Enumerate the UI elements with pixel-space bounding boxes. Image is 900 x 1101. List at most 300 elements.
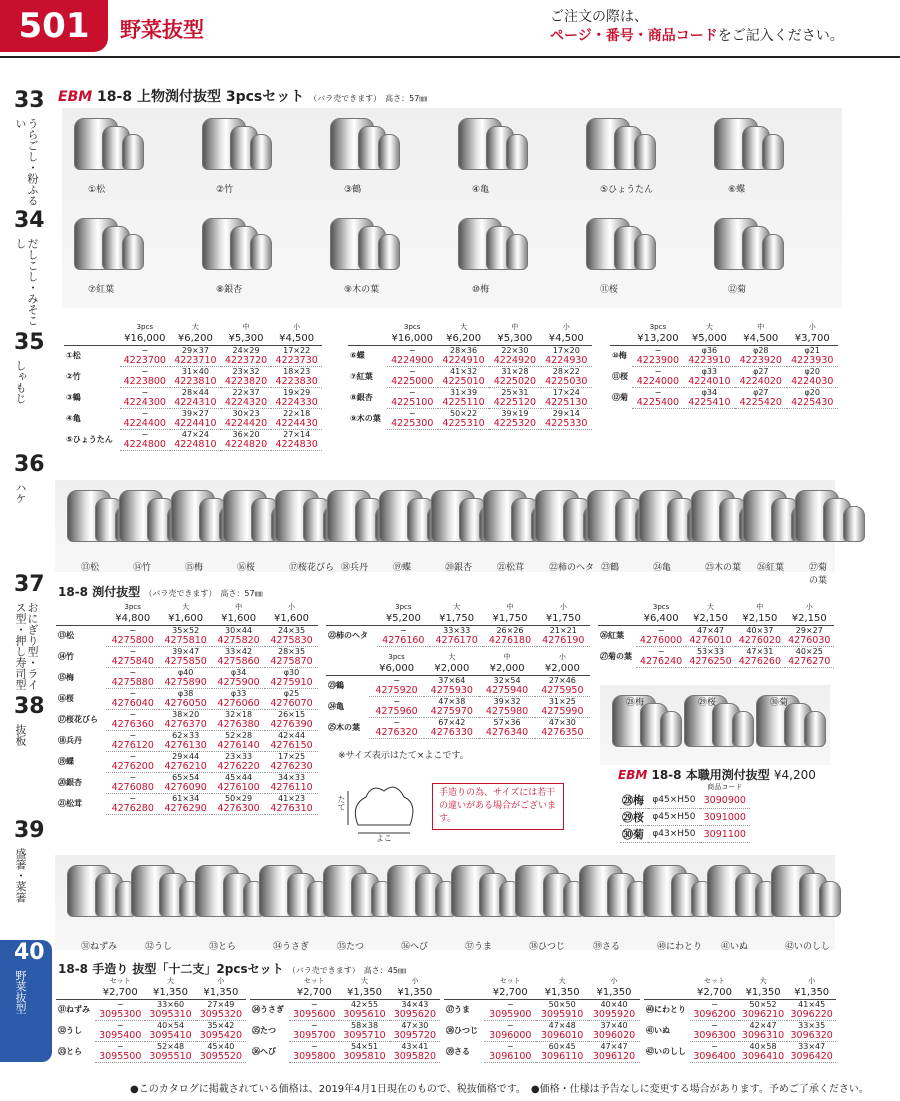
size-row: [644, 1041, 836, 1051]
size-row: [250, 1020, 440, 1030]
price-row: [326, 662, 590, 675]
size-cell: 40×58: [749, 1041, 777, 1051]
size-row: [56, 751, 318, 761]
size-row: [610, 387, 838, 397]
price-row: [644, 986, 836, 999]
brand-ebm-2: EBM: [618, 768, 648, 782]
table-corner: [64, 332, 120, 345]
sidebar-number: 38: [14, 694, 45, 719]
sidebar-number: 39: [14, 818, 45, 843]
price-cell: ¥1,350: [588, 986, 640, 999]
code-cell: 4224410: [170, 418, 221, 430]
size-cell: 42×55: [351, 999, 379, 1009]
code-cell: 4224910: [438, 355, 489, 367]
sidebar-item-33: [0, 88, 52, 206]
size-cell: −: [393, 696, 400, 706]
table-head-cell: 大: [448, 653, 456, 661]
photo-caption: ㉒柿のヘタ: [549, 563, 595, 573]
code-cell: 4276170: [430, 635, 483, 647]
size-cell: −: [654, 345, 662, 355]
size-cell: 41×45: [798, 999, 826, 1009]
size-cell: 39×19: [501, 408, 529, 418]
size-cell: 38×20: [172, 709, 200, 719]
code-cell: 4276360: [106, 719, 159, 731]
cutter-shape: [506, 234, 528, 270]
price-row: [610, 332, 838, 345]
size-row: [56, 793, 318, 803]
photo-caption: ⑳銀杏: [445, 563, 473, 573]
table-head-row: [250, 976, 440, 986]
size-cell: −: [657, 625, 665, 635]
item-name: ㉗菊の葉: [600, 652, 632, 661]
size-cell: 31×39: [450, 387, 478, 397]
size-row: [56, 730, 318, 740]
size-cell: 35×42: [207, 1020, 235, 1030]
cutter-shape: [506, 134, 528, 170]
table-head-cell: 中: [242, 323, 250, 331]
table-corner: [620, 782, 648, 792]
code-cell: 4224820: [221, 439, 272, 451]
table-corner: [250, 986, 289, 999]
code-cell: 4225300: [387, 418, 438, 430]
table-corner: [56, 602, 106, 612]
item-name: ⑲蝶: [58, 757, 74, 766]
sidebar-label: しゃもじ: [14, 360, 27, 404]
size-cell: 62×33: [172, 730, 200, 740]
photo-caption: ㉝とら: [209, 942, 237, 952]
cutter-shape: [634, 234, 656, 270]
size-cell: φ34: [701, 387, 718, 397]
size-cell: −: [129, 751, 137, 761]
table-corner: [56, 612, 106, 625]
photo-caption: ㊶いぬ: [721, 942, 749, 952]
price-cell: ¥5,300: [221, 332, 272, 345]
size-cell: −: [116, 1020, 124, 1030]
size-cell: −: [657, 646, 665, 656]
size-cell: 28×36: [450, 345, 478, 355]
size-cell: 41×32: [450, 366, 478, 376]
code-cell: 3095420: [196, 1030, 246, 1042]
table-head-row: [610, 322, 838, 332]
page-title: 野菜抜型: [120, 18, 204, 42]
size-row: [56, 999, 246, 1009]
code-row: [620, 809, 750, 826]
size-cell: −: [129, 667, 137, 677]
item-name: ㊲うま: [446, 1005, 470, 1015]
table-head-cell: 中: [756, 603, 764, 611]
size-cell: 31×40: [181, 366, 209, 376]
item-name: ⑰桜花びら: [58, 715, 98, 724]
sec4-table-1: [56, 976, 246, 1063]
photo-caption: ⑰桜花びら: [289, 563, 335, 573]
size-cell: 27×49: [207, 999, 235, 1009]
sidebar-number: 40: [14, 940, 45, 965]
item-name: ㊶いぬ: [646, 1026, 670, 1035]
code-cell: 4225330: [541, 418, 592, 430]
cutter-shape: [843, 506, 865, 542]
sec1-table-3: [610, 322, 838, 409]
cutter-shape: [762, 234, 784, 270]
code-cell: 3096110: [536, 1051, 588, 1063]
code-cell: 4276390: [265, 719, 318, 731]
page-number: 501: [0, 0, 108, 52]
sec2-table-3: [326, 652, 590, 739]
cutter-shape: [732, 711, 754, 747]
code-cell: 4275830: [265, 635, 318, 647]
size-cell: 40×25: [795, 646, 823, 656]
size-cell: 54×51: [351, 1041, 379, 1051]
size-row: [348, 345, 592, 355]
table-head-cell: 商品コード: [707, 783, 743, 791]
sec4-table-2: [250, 976, 440, 1063]
code-cell: 4223830: [271, 376, 322, 388]
table-head-cell: 大: [460, 323, 468, 331]
size-cell: φ30: [283, 667, 300, 677]
price-row: [444, 986, 640, 999]
size-row: [326, 717, 590, 727]
item-name: ②竹: [66, 372, 81, 381]
sidebar-number: 33: [14, 88, 45, 113]
size-row: [444, 999, 640, 1009]
table-corner: [648, 782, 699, 792]
size-cell: φ20: [804, 366, 820, 376]
section1-name: 18-8 上物渕付抜型 3pcsセット: [97, 89, 305, 105]
price-cell: ¥1,750: [483, 612, 536, 625]
code-cell: 3096400: [690, 1051, 739, 1063]
code-cell: 3095720: [390, 1030, 440, 1042]
sec4-table-4: [644, 976, 836, 1063]
sidebar-item-36: [0, 452, 52, 570]
size-cell: φ21: [804, 345, 820, 355]
code-cell: 4224030: [787, 376, 838, 388]
code-cell: 3096120: [588, 1051, 640, 1063]
sidebar-label: うらごし・粉ふるい: [14, 118, 39, 206]
table-head-row: [56, 602, 318, 612]
size-cell: 36×20: [232, 429, 260, 439]
size-cell: 29×37: [181, 345, 209, 355]
code-cell: 3095800: [289, 1051, 339, 1063]
size-cell: 24×35: [277, 625, 306, 635]
size-row: [56, 1041, 246, 1051]
photo-caption: ㉗菊の葉: [809, 563, 828, 586]
size-cell: φ27: [753, 387, 769, 397]
code-cell: 4223820: [221, 376, 272, 388]
price-cell: ¥1,350: [739, 986, 788, 999]
item-name: ④亀: [66, 414, 81, 423]
sidebar-item-40: [0, 940, 52, 1062]
price-cell: ¥6,400: [636, 612, 685, 625]
size-cell: 47×38: [438, 696, 466, 706]
price-row: [56, 986, 246, 999]
table-head-cell: 大: [191, 323, 199, 331]
size-row: [598, 625, 834, 635]
code-cell: 4224010: [684, 376, 735, 388]
code-cell: 4225030: [541, 376, 592, 388]
size-cell: −: [408, 387, 416, 397]
code-cell: 3095900: [484, 1009, 536, 1021]
size-cell: 32×18: [225, 709, 253, 719]
table-head-cell: 中: [503, 653, 511, 661]
size-cell: −: [654, 366, 662, 376]
footer-note: ●このカタログに掲載されている価格は、2019年4月1日現在のもので、税抜価格です。 ●価格・仕様は予告なしに変更する場合があります。予めご了承ください。: [130, 1084, 869, 1095]
photo-caption: ⑦紅葉: [88, 285, 115, 295]
size-row: [326, 625, 590, 635]
table-head-cell: 3pcs: [124, 603, 141, 611]
sidebar-item-34: [0, 208, 52, 326]
code-cell: 3095810: [339, 1051, 389, 1063]
size-cell: 67×42: [438, 717, 466, 727]
photo-caption: ㉚菊: [770, 698, 789, 708]
table-head-cell: 大: [361, 977, 369, 985]
photo-caption: ⑫菊: [728, 285, 747, 295]
size-cell: 17×20: [552, 345, 580, 355]
size-row: [348, 366, 592, 376]
code-cell: 3095300: [95, 1009, 145, 1021]
photo-caption: ⑪桜: [600, 285, 619, 295]
size-cell: 52×28: [225, 730, 253, 740]
sidebar-label: ハケ: [14, 482, 27, 504]
size-row: [610, 366, 838, 376]
size-cell: 27×46: [548, 675, 576, 685]
sec2-table-4: [598, 602, 834, 668]
section3-name: 18-8 本職用渕付抜型: [651, 768, 770, 782]
code-cell: 4223910: [684, 355, 735, 367]
price-cell: ¥2,000: [424, 662, 479, 675]
item-name: ⑥蝶: [350, 351, 365, 361]
code-cell: 4225410: [684, 397, 735, 409]
table-head-cell: 中: [235, 603, 243, 611]
item-name: ㉓鶴: [328, 681, 344, 691]
code-cell: 4276370: [159, 719, 212, 731]
code-cell: 4276140: [212, 740, 265, 752]
photo-caption: ⑮梅: [185, 563, 204, 573]
size-cell: −: [116, 1041, 124, 1051]
table-head-cell: 大: [167, 977, 175, 985]
photo-caption: ㊴さる: [593, 942, 621, 952]
table-head-cell: 小: [805, 603, 813, 611]
section4-note: （バラ売できます） 高さ：45㎜: [287, 966, 406, 975]
table-head-cell: 小: [808, 323, 816, 331]
table-head-row: [56, 976, 246, 986]
size-row: [598, 646, 834, 656]
item-name: ㉖紅葉: [600, 631, 624, 641]
item-name: ㊳ひつじ: [446, 1026, 478, 1035]
photo-caption: ㊲うま: [465, 942, 493, 952]
size-cell: −: [408, 366, 416, 376]
code-cell: 4224930: [541, 355, 592, 367]
table-head-row: [64, 322, 322, 332]
size-cell: 61×34: [172, 793, 200, 803]
photo-caption: ⑤ひょうたん: [600, 185, 654, 195]
section3-price: ¥4,200: [773, 768, 816, 782]
price-cell: ¥1,350: [145, 986, 195, 999]
order-note-red: ページ・番号・商品コード: [550, 28, 718, 44]
table-corner: [610, 322, 632, 332]
photo-caption: ㉜うし: [145, 942, 173, 952]
size-cell: 29×44: [172, 751, 200, 761]
table-head-cell: 3pcs: [388, 653, 405, 661]
section2-title: [58, 583, 263, 600]
code-cell: 4224800: [120, 439, 171, 451]
table-head-row: [620, 782, 750, 792]
photo-caption: ㉛ねずみ: [81, 942, 118, 952]
code-cell: 4276080: [106, 782, 159, 794]
code-cell: 4276040: [106, 698, 159, 710]
size-cell: 25×31: [501, 387, 529, 397]
code-cell: 4276290: [159, 803, 212, 815]
photo-caption: ㊱へび: [401, 942, 429, 952]
size-cell: −: [408, 345, 416, 355]
size-cell: 29×27: [795, 625, 823, 635]
price-cell: ¥2,150: [735, 612, 784, 625]
size-cell: −: [393, 717, 400, 727]
code-cell: 4276180: [483, 635, 536, 647]
item-name: ⑧銀杏: [350, 393, 373, 402]
sec2-table-2: [326, 602, 590, 647]
size-row: [444, 1020, 640, 1030]
sidebar-label: おにぎり型・ライス型・押し寿司型: [14, 602, 39, 690]
size-cell: 40×37: [746, 625, 774, 635]
code-cell: 3095320: [196, 1009, 246, 1021]
code-cell: 4224000: [632, 376, 683, 388]
item-name: ⑮梅: [58, 673, 74, 682]
table-head-cell: セット: [303, 977, 325, 985]
item-name: ㉕木の葉: [328, 723, 360, 732]
table-corner: [56, 986, 95, 999]
photo-caption: ㉘梅: [626, 698, 645, 708]
code-cell: 3095600: [289, 1009, 339, 1021]
size-cell: 47×30: [401, 1020, 429, 1030]
table-head-cell: 小: [559, 603, 567, 611]
code-cell: 4275820: [212, 635, 265, 647]
item-name: ㊱へび: [252, 1047, 276, 1056]
code-cell: 4224400: [120, 418, 171, 430]
photo-caption: ㉖紅葉: [757, 563, 785, 573]
size-cell: 27×14: [283, 429, 311, 439]
code-cell: 4276210: [159, 761, 212, 773]
code-cell: 4223930: [787, 355, 838, 367]
code-cell: 4276130: [159, 740, 212, 752]
table-corner: [348, 322, 387, 332]
code-cell: 4225310: [438, 418, 489, 430]
size-row: [56, 709, 318, 719]
section3-photo: [600, 685, 830, 765]
size-cell: −: [506, 1041, 514, 1051]
price-row: [250, 986, 440, 999]
size-cell: 58×38: [351, 1020, 379, 1030]
size-cell: 47×30: [548, 717, 576, 727]
price-cell: ¥2,700: [289, 986, 339, 999]
item-name: ㉝とら: [58, 1047, 82, 1056]
size-cell: φ33: [701, 366, 718, 376]
table-head-cell: 小: [411, 977, 419, 985]
size-cell: 17×25: [277, 751, 306, 761]
price-cell: ¥1,600: [159, 612, 212, 625]
table-head-cell: セット: [109, 977, 131, 985]
sidebar-number: 37: [14, 572, 45, 597]
size-row: [56, 772, 318, 782]
size-cell: 50×29: [225, 793, 253, 803]
code-cell: 4224430: [271, 418, 322, 430]
code-cell: 4275900: [212, 677, 265, 689]
photo-caption: ㊷いのしし: [785, 942, 831, 952]
price-cell: ¥2,150: [686, 612, 735, 625]
table-head-cell: 中: [757, 323, 765, 331]
size-cell: 26×26: [496, 625, 524, 635]
item-name: ③鶴: [66, 393, 81, 402]
code-cell: 4276330: [424, 727, 479, 739]
size-cell: −: [141, 345, 149, 355]
size-cell: −: [129, 625, 137, 635]
size-row: [64, 387, 322, 397]
code-cell: 3096010: [536, 1030, 588, 1042]
item-name: ⑪桜: [612, 372, 628, 381]
order-note-line1: ご注文の際は、: [550, 9, 648, 25]
code-cell: 3096220: [787, 1009, 836, 1021]
item-name: ㊷いのしし: [646, 1047, 686, 1056]
code-row: [610, 355, 838, 367]
photo-caption: ⑧銀杏: [216, 285, 243, 295]
code-row: [620, 826, 750, 843]
size-cell: 17×22: [283, 345, 311, 355]
table-head-cell: 大: [759, 977, 767, 985]
table-corner: [64, 322, 120, 332]
item-name: ⑦紅葉: [350, 372, 373, 381]
price-row: [326, 612, 590, 625]
code-cell: 4224310: [170, 397, 221, 409]
code-cell: 3096410: [739, 1051, 788, 1063]
sidebar-item-38: [0, 694, 52, 812]
header-rule: [0, 56, 900, 58]
size-cell: 21×21: [549, 625, 577, 635]
size-row: [64, 345, 322, 355]
code-cell: 4275920: [369, 685, 424, 697]
size-cell: 34×43: [401, 999, 429, 1009]
tate-label: たて: [337, 795, 346, 811]
table-head-row: [644, 976, 836, 986]
code-cell: 3095920: [588, 1009, 640, 1021]
code-cell: 4225110: [438, 397, 489, 409]
cutter-shape: [804, 711, 826, 747]
size-cell: 52×48: [157, 1041, 185, 1051]
photo-caption: ㉔亀: [653, 563, 672, 573]
table-head-cell: 小: [562, 323, 570, 331]
size-cell: 53×33: [696, 646, 724, 656]
size-cell: 39×27: [181, 408, 209, 418]
table-head-cell: 3pcs: [395, 603, 412, 611]
code-cell: 3096200: [690, 1009, 739, 1021]
table-corner: [444, 976, 484, 986]
size-cell: φ34: [230, 667, 247, 677]
size-cell: 33×33: [443, 625, 471, 635]
code-cell: 4223710: [170, 355, 221, 367]
size-cell: 22×30: [501, 345, 529, 355]
section4-name: 18-8 手造り 抜型「十二支」2pcsセット: [58, 962, 284, 976]
size-cell: 23×32: [232, 366, 260, 376]
code-cell: 4275940: [479, 685, 534, 697]
cutter-shape: [660, 711, 682, 747]
code-cell: 4275810: [159, 635, 212, 647]
price-cell: ¥1,750: [537, 612, 590, 625]
code-cell: 4223800: [120, 376, 171, 388]
table-corner: [348, 332, 387, 345]
item-name: ⑤ひょうたん: [66, 435, 113, 444]
code-cell: 4225320: [489, 418, 540, 430]
code-cell: 4275960: [369, 706, 424, 718]
photo-caption: ②竹: [216, 185, 234, 195]
price-cell: ¥5,000: [684, 332, 735, 345]
code-cell: 3096420: [787, 1051, 836, 1063]
